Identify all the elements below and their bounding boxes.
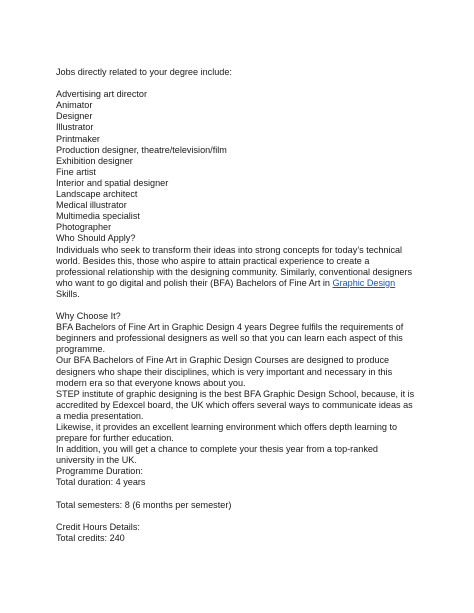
list-item: Photographer (56, 222, 112, 233)
list-item: Landscape architect (56, 189, 138, 200)
spacer (56, 489, 416, 500)
list-item: Designer (56, 111, 93, 122)
list-item: Production designer, theatre/television/film (56, 144, 227, 155)
list-item: Printmaker (56, 133, 100, 144)
credit-heading: Credit Hours Details: (56, 521, 140, 532)
list-item: Medical illustrator (56, 200, 127, 211)
why-paragraph: In addition, you will get a chance to complete your thesis year from a top-ranked university in the UK. (56, 444, 378, 466)
list-item: Interior and spatial designer (56, 177, 169, 188)
duration-heading: Programme Duration: (56, 466, 143, 477)
total-duration: Total duration: 4 years (56, 477, 146, 488)
jobs-intro: Jobs directly related to your degree include: (56, 67, 232, 77)
why-paragraph: Our BFA Bachelors of Fine Art in Graphic Design Courses are designed to produce designers who shape their disciplines, which is very important and necessary in this modern era so that everyone knows about you. (56, 355, 393, 388)
graphic-design-link[interactable]: Graphic Design (332, 277, 396, 288)
document-body (56, 67, 416, 544)
who-paragraph-end: Skills. (56, 288, 80, 299)
who-paragraph (56, 245, 416, 300)
list-item: Fine artist (56, 166, 96, 177)
why-heading: Why Choose It? (56, 311, 121, 322)
list-item: Exhibition designer (56, 155, 133, 166)
total-semesters: Total semesters: 8 (6 months per semester) (56, 499, 232, 510)
why-paragraph: Likewise, it provides an excellent learning environment which offers depth learning to prepare for further education. (56, 422, 398, 444)
who-heading: Who Should Apply? (56, 233, 136, 244)
spacer (56, 78, 416, 89)
spacer (56, 300, 416, 311)
who-paragraph-text: Individuals who seek to transform their ideas into strong concepts for today’s technical world. Besides this, those who aspire to attain practical experience to create a professional relationship with the designing community. Similarly, conventional designers who want to go digital and polish their (BFA) Bachelors of Fine Art in (56, 244, 413, 288)
jobs-list (56, 89, 416, 233)
total-credits: Total credits: 240 (56, 532, 125, 543)
why-paragraph: BFA Bachelors of Fine Art in Graphic Design 4 years Degree fulfils the requirements of beginners and professional designers as well so that you can learn each aspect of this programme. (56, 322, 404, 355)
spacer (56, 511, 416, 522)
why-paragraph: STEP institute of graphic designing is the best BFA Graphic Design School, because, it is accredited by Edexcel board, the UK which offers several ways to communicate ideas as a media presentation. (56, 388, 415, 421)
list-item: Illustrator (56, 122, 94, 133)
list-item: Multimedia specialist (56, 211, 140, 222)
list-item: Advertising art director (56, 89, 147, 100)
list-item: Animator (56, 100, 93, 111)
